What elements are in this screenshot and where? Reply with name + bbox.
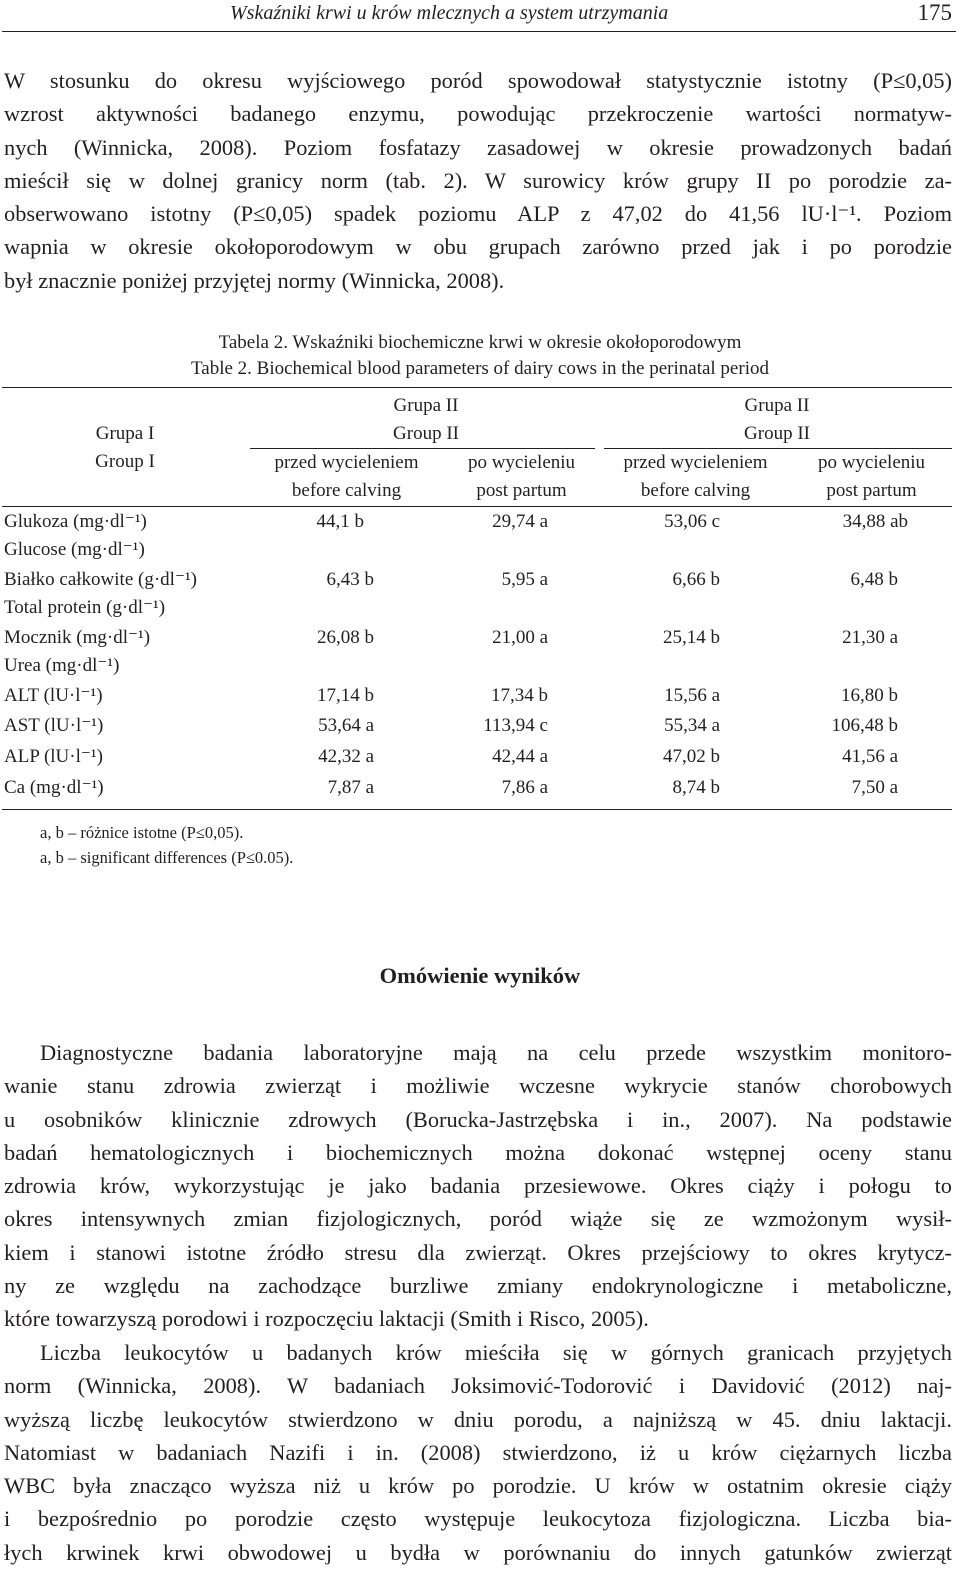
sub-header [250, 449, 443, 505]
paragraph-line: łych krwinek krwi obwodowej u bydła w porównaniu do innych gatunków zwierząt [4, 1539, 952, 1565]
row-label-en: Urea (mg·dl⁻¹) [4, 655, 120, 676]
table-cell: 44,1 b [316, 511, 364, 532]
paragraph-line: Liczba leukocytów u badanych krów mieściła się w górnych granicach przyjętych [40, 1340, 952, 1365]
table-cell: 8,74 b [672, 777, 720, 798]
paragraph-line: u osobników klinicznie zdrowych (Borucka-Jastrzębska i in., 2007). Na podstawie [4, 1106, 952, 1132]
table-cell: 34,88 ab [842, 511, 908, 532]
table-cell: 7,87 a [327, 777, 374, 798]
header-rule [2, 31, 956, 32]
paragraph-line: wapnia w okresie okołoporodowym w obu grupach zarówno przed jak i po porodzie [4, 234, 952, 260]
row-label: AST (lU·l⁻¹) [4, 715, 104, 736]
paragraph-line: zdrowia krów, wykorzystując je jako badania przesiewowe. Okres ciąży i połogu to [4, 1173, 952, 1199]
group-label-en: Group II [393, 423, 459, 444]
intro-paragraph [4, 64, 952, 297]
sub-header-en: before calving [640, 480, 751, 501]
paragraph-line: kiem i stanowi istotne źródło stresu dla zwierząt. Okres przejściowy to okres krytycz- [4, 1239, 952, 1265]
footnote-pl: a, b – różnice istotne (P≤0,05). [40, 823, 244, 842]
sub-header [602, 449, 789, 505]
table-caption-pl: Tabela 2. Wskaźniki biochemiczne krwi w okresie okołoporodowym [218, 332, 742, 353]
sub-header-en: before calving [291, 480, 402, 501]
page-number: 175 [917, 0, 952, 25]
sub-header [789, 449, 954, 505]
table-cell: 6,66 b [672, 569, 720, 590]
row-label: Ca (mg·dl⁻¹) [4, 777, 104, 798]
table-caption-en: Table 2. Biochemical blood parameters of dairy cows in the perinatal period [191, 358, 769, 379]
group-label-pl: Grupa II [393, 395, 459, 416]
table-cell: 15,56 a [664, 685, 720, 706]
sub-header-en: post partum [476, 480, 567, 501]
sub-header-pl: po wycieleniu [817, 452, 926, 473]
paragraph-line: WBC była znacząco wyższa niż u krów po porodzie. U krów w ostatnim okresie ciąży [4, 1473, 952, 1499]
paragraph-line: wzrost aktywności badanego enzymu, powodując przekroczenie wartości normatyw- [4, 101, 952, 127]
table-cell: 26,08 b [317, 627, 374, 648]
table-cell: 7,50 a [851, 777, 898, 798]
row-label-en: Glucose (mg·dl⁻¹) [4, 539, 145, 560]
paragraph-line: i bezpośrednio po porodzie często występuje leukocytoza fizjologiczna. Liczba bia- [4, 1506, 952, 1532]
paragraph-line: Diagnostyczne badania laboratoryjne mają na celu przede wszystkim monitoro- [40, 1040, 952, 1065]
row-label-en: Total protein (g·dl⁻¹) [4, 597, 166, 618]
running-header [0, 0, 960, 30]
table-top-rule [2, 387, 952, 388]
paragraph-line: norm (Winnicka, 2008). W badaniach Joksimović-Todorović i Davidović (2012) naj- [4, 1373, 952, 1399]
row-label: Mocznik (mg·dl⁻¹) [4, 627, 151, 648]
table-cell: 16,80 b [841, 685, 898, 706]
table-cell: 17,34 b [491, 685, 548, 706]
group-label-en: Group I [95, 451, 155, 472]
column-group-header [30, 420, 220, 476]
group-label-en: Group II [744, 423, 810, 444]
table-cell: 21,00 a [492, 627, 548, 648]
paragraph-line: W stosunku do okresu wyjściowego poród spowodował statystycznie istotny (P≤0,05) [4, 68, 952, 93]
paragraph-line: ny ze względu na zachodzące burzliwe zmiany endokrynologiczne i metaboliczne, [4, 1273, 952, 1299]
table-cell: 25,14 b [663, 627, 720, 648]
sub-header-en: post partum [826, 480, 917, 501]
section-heading: Omówienie wyników [379, 963, 581, 988]
sub-header-pl: przed wycieleniem [623, 452, 768, 473]
table-cell: 42,32 a [318, 746, 374, 767]
table-cell: 106,48 b [831, 715, 898, 736]
table-cell: 21,30 a [842, 627, 898, 648]
paragraph-line: które towarzyszą porodowi i rozpoczęciu laktacji (Smith i Risco, 2005). [4, 1306, 649, 1332]
table-cell: 55,34 a [664, 715, 720, 736]
header-bottom-rule [2, 506, 952, 507]
table-cell: 47,02 b [663, 746, 720, 767]
table-cell: 5,95 a [501, 569, 548, 590]
table-cell: 17,14 b [317, 685, 374, 706]
paragraph-line: badań hematologicznych i biochemicznych można dokonać wstępnej oceny stanu [4, 1139, 952, 1165]
row-label: Glukoza (mg·dl⁻¹) [4, 511, 147, 532]
running-header-title: Wskaźniki krwi u krów mlecznych a system utrzymania [230, 2, 669, 24]
table-bottom-rule [2, 809, 952, 810]
group-label-pl: Grupa II [744, 395, 810, 416]
row-label: Białko całkowite (g·dl⁻¹) [4, 569, 198, 590]
discussion-paragraph [4, 1036, 952, 1336]
column-group-header [250, 392, 602, 448]
table-cell: 6,48 b [850, 569, 898, 590]
table-cell: 53,06 c [664, 511, 720, 532]
paragraph-line: wanie stanu zdrowia zwierząt i możliwie wczesne wykrycie stanów chorobowych [4, 1073, 952, 1099]
paragraph-line: Natomiast w badaniach Nazifi i in. (2008) stwierdzono, iż u krów ciężarnych liczba [4, 1439, 952, 1465]
column-group-header [602, 392, 952, 448]
table-cell: 53,64 a [318, 715, 374, 736]
table-cell: 113,94 c [483, 715, 548, 736]
row-label: ALT (lU·l⁻¹) [4, 685, 103, 706]
table-cell: 7,86 a [501, 777, 548, 798]
paragraph-line: okres intensywnych zmian fizjologicznych, poród wiąże się ze wzmożonym wysił- [4, 1206, 952, 1232]
paragraph-line: wyższą liczbę leukocytów stwierdzono w dniu porodu, a najniższą w 45. dniu laktacji. [4, 1406, 952, 1432]
sub-header-pl: przed wycieleniem [274, 452, 419, 473]
table-cell: 42,44 a [492, 746, 548, 767]
row-label: ALP (lU·l⁻¹) [4, 746, 103, 767]
leukocyte-paragraph [4, 1336, 952, 1569]
table-cell: 6,43 b [326, 569, 374, 590]
group-label-pl: Grupa I [95, 423, 155, 444]
sub-header-pl: po wycieleniu [467, 452, 576, 473]
footnote-en: a, b – significant differences (P≤0.05). [40, 848, 294, 867]
paragraph-line: nych (Winnicka, 2008). Poziom fosfatazy zasadowej w okresie prowadzonych badań [4, 134, 952, 160]
table-cell: 41,56 a [842, 746, 898, 767]
sub-header [443, 449, 600, 505]
table-cell: 29,74 a [492, 511, 548, 532]
paragraph-line: obserwowano istotny (P≤0,05) spadek poziomu ALP z 47,02 do 41,56 lU·l⁻¹. Poziom [4, 201, 952, 227]
paragraph-line: był znacznie poniżej przyjętej normy (Winnicka, 2008). [4, 267, 505, 293]
paragraph-line: mieścił się w dolnej granicy norm (tab. 2). W surowicy krów grupy II po porodzie za- [4, 167, 952, 193]
